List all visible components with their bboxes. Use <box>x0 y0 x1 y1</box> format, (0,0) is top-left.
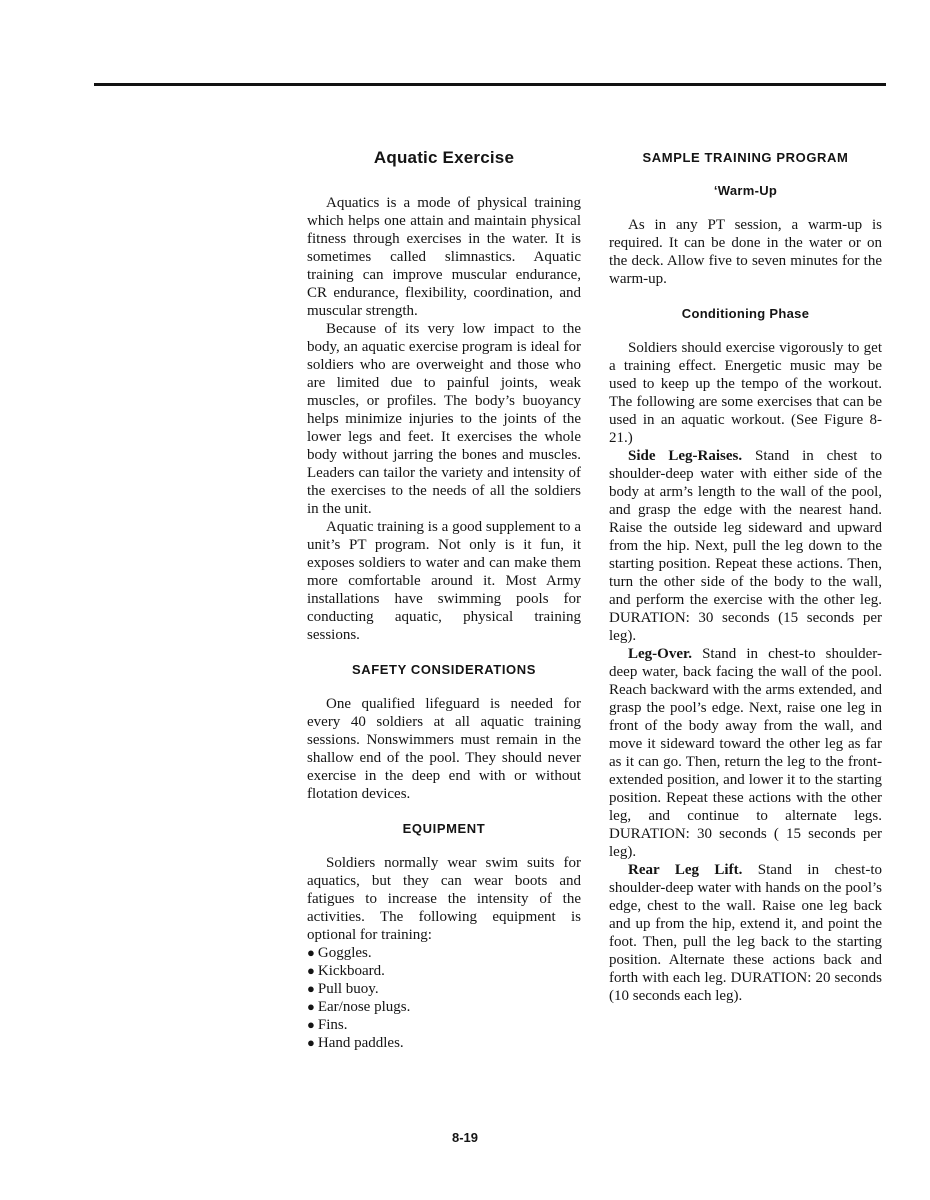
conditioning-heading: Conditioning Phase <box>681 306 810 321</box>
list-item: ● Pull buoy. <box>307 981 379 997</box>
bullet-icon: ● <box>307 1017 315 1032</box>
list-item: ● Goggles. <box>307 945 372 961</box>
intro-paragraph: Aquatics is a mode of physical training which helps one attain and maintain physical fitness through exercises in the water. It is sometimes called slimnastics. Aquatic training can improve muscular endurance, CR endurance, flexibility, coordination, and muscular strength. <box>307 195 581 319</box>
equipment-list <box>307 944 581 1052</box>
exercise-rear-leg-lift <box>609 861 882 1005</box>
equipment-heading: EQUIPMENT <box>402 821 486 836</box>
top-rule <box>94 83 886 86</box>
bullet-icon: ● <box>307 1035 315 1050</box>
exercise-leg-over <box>609 645 882 861</box>
training-program-heading: SAMPLE TRAINING PROGRAM <box>642 150 849 165</box>
intro-paragraph: Because of its very low impact to the body, an aquatic exercise program is ideal for soldiers who are overweight and those who are limited due to painful joints, weak muscles, or profiles. The body’s buoyancy helps minimize injuries to the joints of the lower legs and feet. It exercises the whole body without jarring the bones and muscles. Leaders can tailor the variety and intensity of the exercises to the needs of all the soldiers in the unit. <box>307 321 581 517</box>
list-item: ● Ear/nose plugs. <box>307 999 411 1015</box>
safety-text: One qualified lifeguard is needed for every 40 soldiers at all aquatic training sessions. Nonswimmers must remain in the shallow end of the pool. They should never exercise in the deep end with or without flotation devices. <box>307 696 581 802</box>
exercise-side-leg-raises <box>609 447 882 645</box>
exercise-text: Stand in chest to shoulder-deep water with either side of the body at arm’s length to the wall of the pool, and grasp the edge with the nearest hand. Raise the outside leg sideward and upward from the hip. Next, pull the leg down to the starting position. Repeat these actions. Then, turn the other side of the body to the wall, and perform the exercise with the other leg. DURATION: 30 seconds (15 seconds per leg). <box>609 448 883 644</box>
list-item: ● Fins. <box>307 1017 348 1033</box>
exercise-name: Leg-Over. <box>628 646 693 662</box>
bullet-icon: ● <box>307 945 315 960</box>
exercise-name: Side Leg-Raises. <box>628 448 743 464</box>
bullet-icon: ● <box>307 981 315 996</box>
right-column <box>609 148 882 1005</box>
page-number: 8-19 <box>451 1130 479 1145</box>
bullet-icon: ● <box>307 999 315 1014</box>
page-title: Aquatic Exercise <box>373 148 515 167</box>
exercise-text: Stand in chest-to shoulder-deep water, back facing the wall of the pool. Reach backward with the arms extended, and grasp the pool’s edge. Next, raise one leg in front of the body away from the wall, and move it sideward toward the other leg as far as it can go. Then, return the leg to the front-extended position, and lower it to the starting position. Repeat these actions with the other leg, and continue to alternate legs. DURATION: 30 seconds ( 15 seconds per leg). <box>609 646 882 860</box>
intro-paragraph: Aquatic training is a good supplement to a unit’s PT program. Not only is it fun, it exposes soldiers to water and can make them more comfortable around it. Most Army installations have swimming pools for conducting aquatic, physical training sessions. <box>307 519 581 643</box>
warmup-heading: ‘Warm-Up <box>713 183 778 198</box>
bullet-icon: ● <box>307 963 315 978</box>
exercise-text: Stand in chest-to shoulder-deep water with hands on the pool’s edge, chest to the wall. Raise one leg back and up from the hip, extend it, and point the foot. Then, pull the leg back to the starting position. Alternate these actions back and forth with each leg. DURATION: 20 seconds (10 seconds each leg). <box>609 862 883 1004</box>
left-column <box>307 148 581 1052</box>
safety-heading: SAFETY CONSIDERATIONS <box>351 662 537 677</box>
list-item: ● Kickboard. <box>307 963 385 979</box>
exercise-name: Rear Leg Lift. <box>628 862 743 878</box>
conditioning-text: Soldiers should exercise vigorously to get a training effect. Energetic music may be used to keep up the tempo of the workout. The following are some exercises that can be used in an aquatic workout. (See Figure 8-21.) <box>609 340 882 446</box>
equipment-text: Soldiers normally wear swim suits for aquatics, but they can wear boots and fatigues to increase the intensity of the activities. The following equipment is optional for training: <box>307 855 581 943</box>
warmup-text: As in any PT session, a warm-up is required. It can be done in the water or on the deck. Allow five to seven minutes for the warm-up. <box>609 217 882 287</box>
list-item: ● Hand paddles. <box>307 1035 404 1051</box>
